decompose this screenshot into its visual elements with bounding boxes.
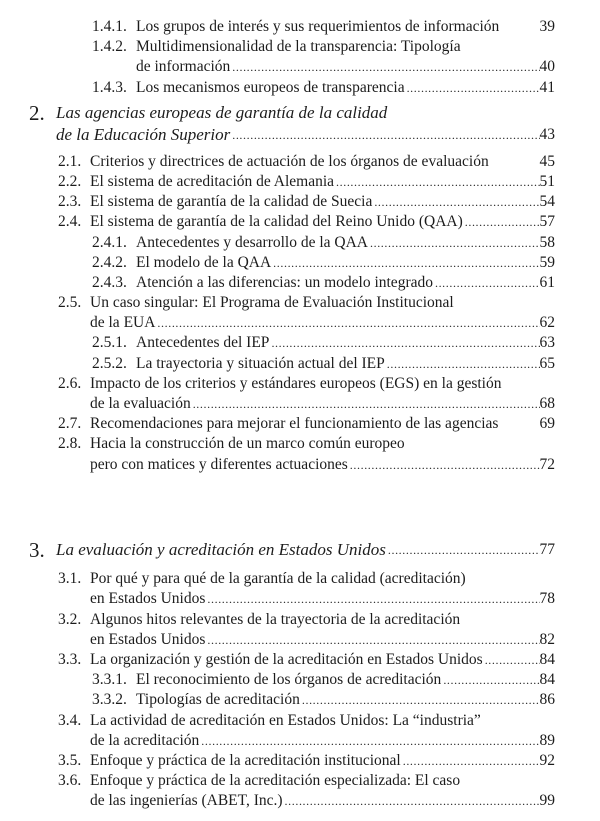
toc-entry [0, 212, 600, 232]
page-number: 77 [539, 540, 555, 558]
toc-line [58, 771, 540, 791]
entry-title: Tipologías de acreditación [136, 691, 300, 709]
entry-title: Un caso singular: El Programa de Evaluación Institucional [90, 294, 454, 312]
page-number: 63 [539, 334, 555, 352]
entry-title: La trayectoria y situación actual del IEP [136, 354, 385, 372]
toc-line [90, 455, 555, 475]
entry-number: 3.3.1. [92, 671, 127, 689]
page-number: 92 [539, 751, 555, 769]
dot-leader [205, 589, 540, 609]
chapter-heading [0, 539, 600, 562]
entry-number: 3.1. [58, 570, 82, 588]
entry-number: 3.6. [58, 772, 82, 790]
toc-entry [0, 293, 600, 333]
toc-line [58, 650, 555, 670]
toc-entry [0, 152, 600, 172]
entry-number: 2.4. [58, 213, 82, 231]
page-number: 78 [539, 590, 555, 608]
toc-entry [0, 253, 600, 273]
dot-leader [269, 333, 540, 353]
toc-entry [0, 650, 600, 670]
entry-number: 2.7. [58, 415, 82, 433]
page-number: 45 [539, 152, 555, 170]
dot-leader [283, 791, 540, 811]
toc-line [29, 537, 555, 562]
dot-leader [205, 630, 540, 650]
entry-title: Enfoque y práctica de la acreditación especializada: El caso [90, 772, 461, 790]
toc-entry [0, 273, 600, 293]
page-number: 99 [539, 792, 555, 810]
toc-line [90, 313, 555, 333]
entry-title: Atención a las diferencias: un modelo integrado [136, 273, 433, 291]
entry-title: Enfoque y práctica de la acreditación institucional [90, 751, 401, 769]
toc-line [90, 589, 555, 609]
toc-line [92, 273, 555, 293]
toc-line [92, 354, 555, 374]
entry-number: 3. [29, 537, 45, 562]
toc-line [58, 610, 540, 630]
entry-number: 2.5.2. [92, 354, 127, 372]
page-number: 58 [539, 233, 555, 251]
toc-entry [0, 37, 600, 77]
entry-title: Hacia la construcción de un marco común europeo [90, 435, 405, 453]
page-number: 39 [539, 18, 555, 35]
entry-number: 2.4.3. [92, 273, 127, 291]
entry-title: El modelo de la QAA [136, 253, 272, 271]
entry-title: Antecedentes del IEP [136, 334, 270, 352]
entry-number: 2. [29, 100, 45, 125]
entry-title: Recomendaciones para mejorar el funcionamiento de las agencias [90, 415, 499, 433]
dot-leader [386, 539, 540, 562]
entry-number: 2.1. [58, 152, 82, 170]
entry-title: de información [136, 58, 231, 76]
dot-leader [199, 731, 540, 751]
page-number: 41 [539, 78, 555, 96]
toc-line [90, 731, 555, 751]
entry-number: 3.3.2. [92, 691, 127, 709]
toc-entry [0, 172, 600, 192]
toc-entry [0, 711, 600, 751]
toc-line [92, 333, 555, 353]
toc-line [92, 233, 555, 253]
toc-line [92, 670, 555, 690]
toc-entry [0, 771, 600, 811]
toc-line [58, 711, 540, 731]
dot-leader [191, 394, 540, 414]
entry-title: La actividad de acreditación en Estados Unidos: La “industria” [90, 711, 481, 729]
page-number: 65 [539, 354, 555, 372]
toc-line [58, 152, 555, 172]
table-of-contents [0, 17, 600, 812]
chapter-heading [0, 102, 600, 147]
entry-title: Criterios y directrices de actuación de los órganos de evaluación [90, 152, 489, 170]
toc-line [29, 100, 540, 125]
entry-number: 1.4.3. [92, 78, 127, 96]
entry-title: Las agencias europeas de garantía de la calidad [56, 102, 388, 122]
entry-number: 3.3. [58, 651, 82, 668]
toc-section [0, 539, 600, 812]
entry-number: 3.4. [58, 711, 82, 729]
page-number: 69 [539, 415, 555, 433]
entry-title: El sistema de garantía de la calidad de Suecia [90, 193, 373, 211]
toc-line [58, 569, 540, 589]
page-number: 84 [539, 671, 555, 689]
entry-title: Antecedentes y desarrollo de la QAA [136, 233, 368, 251]
toc-line [58, 212, 555, 232]
page-number: 59 [539, 253, 555, 271]
toc-line [90, 394, 555, 414]
dot-leader [401, 751, 540, 771]
toc-entry [0, 374, 600, 414]
toc-entry [0, 751, 600, 771]
entry-title: Por qué y para qué de la garantía de la calidad (acreditación) [90, 570, 466, 588]
toc-entry [0, 333, 600, 353]
entry-title: Algunos hitos relevantes de la trayectoria de la acreditación [90, 610, 461, 628]
page-number: 84 [539, 651, 555, 668]
toc-line [92, 253, 555, 273]
page-number: 72 [539, 455, 555, 473]
entry-title: La organización y gestión de la acreditación en Estados Unidos [90, 651, 483, 668]
toc-entry [0, 434, 600, 474]
entry-title: de la EUA [90, 314, 156, 332]
toc-line [92, 37, 540, 57]
page-number: 54 [539, 193, 555, 211]
dot-leader [348, 455, 540, 475]
entry-number: 1.4.2. [92, 38, 127, 56]
toc-entry [0, 670, 600, 690]
page-number: 89 [539, 731, 555, 749]
toc-line [58, 192, 555, 212]
toc-line [90, 630, 555, 650]
entry-title: en Estados Unidos [90, 630, 206, 648]
entry-number: 2.8. [58, 435, 82, 453]
entry-title: de la Educación Superior [56, 125, 231, 145]
entry-title: de la evaluación [90, 395, 191, 412]
entry-number: 2.3. [58, 193, 82, 211]
toc-entry [0, 690, 600, 710]
entry-title: de las ingenierías (ABET, Inc.) [90, 792, 283, 810]
entry-title: Multidimensionalidad de la transparencia: Tipología [136, 38, 461, 56]
entry-title: El sistema de garantía de la calidad del Reino Unido (QAA) [90, 213, 463, 231]
toc-entry [0, 610, 600, 650]
toc-entry [0, 414, 600, 434]
entry-number: 3.5. [58, 751, 82, 769]
entry-title: en Estados Unidos [90, 590, 206, 608]
toc-entry [0, 78, 600, 98]
toc-line [58, 172, 555, 192]
toc-section [0, 102, 600, 475]
dot-leader [385, 354, 540, 374]
entry-number: 1.4.1. [92, 18, 127, 35]
toc-entry [0, 192, 600, 212]
toc-entry [0, 569, 600, 609]
entry-title: de la acreditación [90, 731, 200, 749]
entry-title: Los grupos de interés y sus requerimientos de información [136, 18, 500, 35]
toc-line [136, 57, 555, 77]
toc-line [58, 434, 540, 454]
dot-leader [405, 78, 540, 98]
page-number: 43 [539, 126, 555, 144]
toc-line [58, 751, 555, 771]
page-number: 51 [539, 172, 555, 190]
dot-leader [300, 690, 540, 710]
page-number: 57 [539, 213, 555, 231]
dot-leader [368, 233, 540, 253]
toc-line [58, 414, 555, 434]
entry-title: pero con matices y diferentes actuaciones [90, 455, 348, 473]
entry-title: El reconocimiento de los órganos de acreditación [136, 671, 442, 689]
page-number: 40 [539, 58, 555, 76]
toc-section [0, 17, 600, 98]
dot-leader [230, 57, 540, 77]
entry-title: Impacto de los criterios y estándares europeos (EGS) en la gestión [90, 374, 502, 392]
entry-number: 2.4.1. [92, 233, 127, 251]
entry-number: 2.5.1. [92, 334, 127, 352]
toc-line [92, 17, 555, 37]
dot-leader [334, 172, 540, 192]
toc-line [58, 374, 540, 394]
entry-number: 2.5. [58, 294, 82, 312]
toc-line [58, 293, 540, 313]
toc-line [90, 791, 555, 811]
toc-entry [0, 233, 600, 253]
dot-leader [372, 192, 540, 212]
entry-title: Los mecanismos europeos de transparencia [136, 78, 405, 96]
toc-entry [0, 354, 600, 374]
entry-number: 2.6. [58, 374, 82, 392]
toc-line [92, 690, 555, 710]
toc-entry [0, 17, 600, 37]
dot-leader [230, 124, 540, 147]
page-number: 86 [539, 691, 555, 709]
toc-line [92, 78, 555, 98]
page-number: 62 [539, 314, 555, 332]
entry-number: 2.4.2. [92, 253, 127, 271]
page-number: 61 [539, 273, 555, 291]
entry-number: 2.2. [58, 172, 82, 190]
page-number: 82 [539, 630, 555, 648]
dot-leader [155, 313, 540, 333]
dot-leader [433, 273, 540, 293]
entry-title: El sistema de acreditación de Alemania [90, 172, 335, 190]
dot-leader [271, 253, 540, 273]
toc-line [56, 124, 555, 147]
entry-number: 3.2. [58, 610, 82, 628]
entry-title: La evaluación y acreditación en Estados Unidos [56, 539, 386, 559]
page-number: 68 [539, 395, 555, 412]
